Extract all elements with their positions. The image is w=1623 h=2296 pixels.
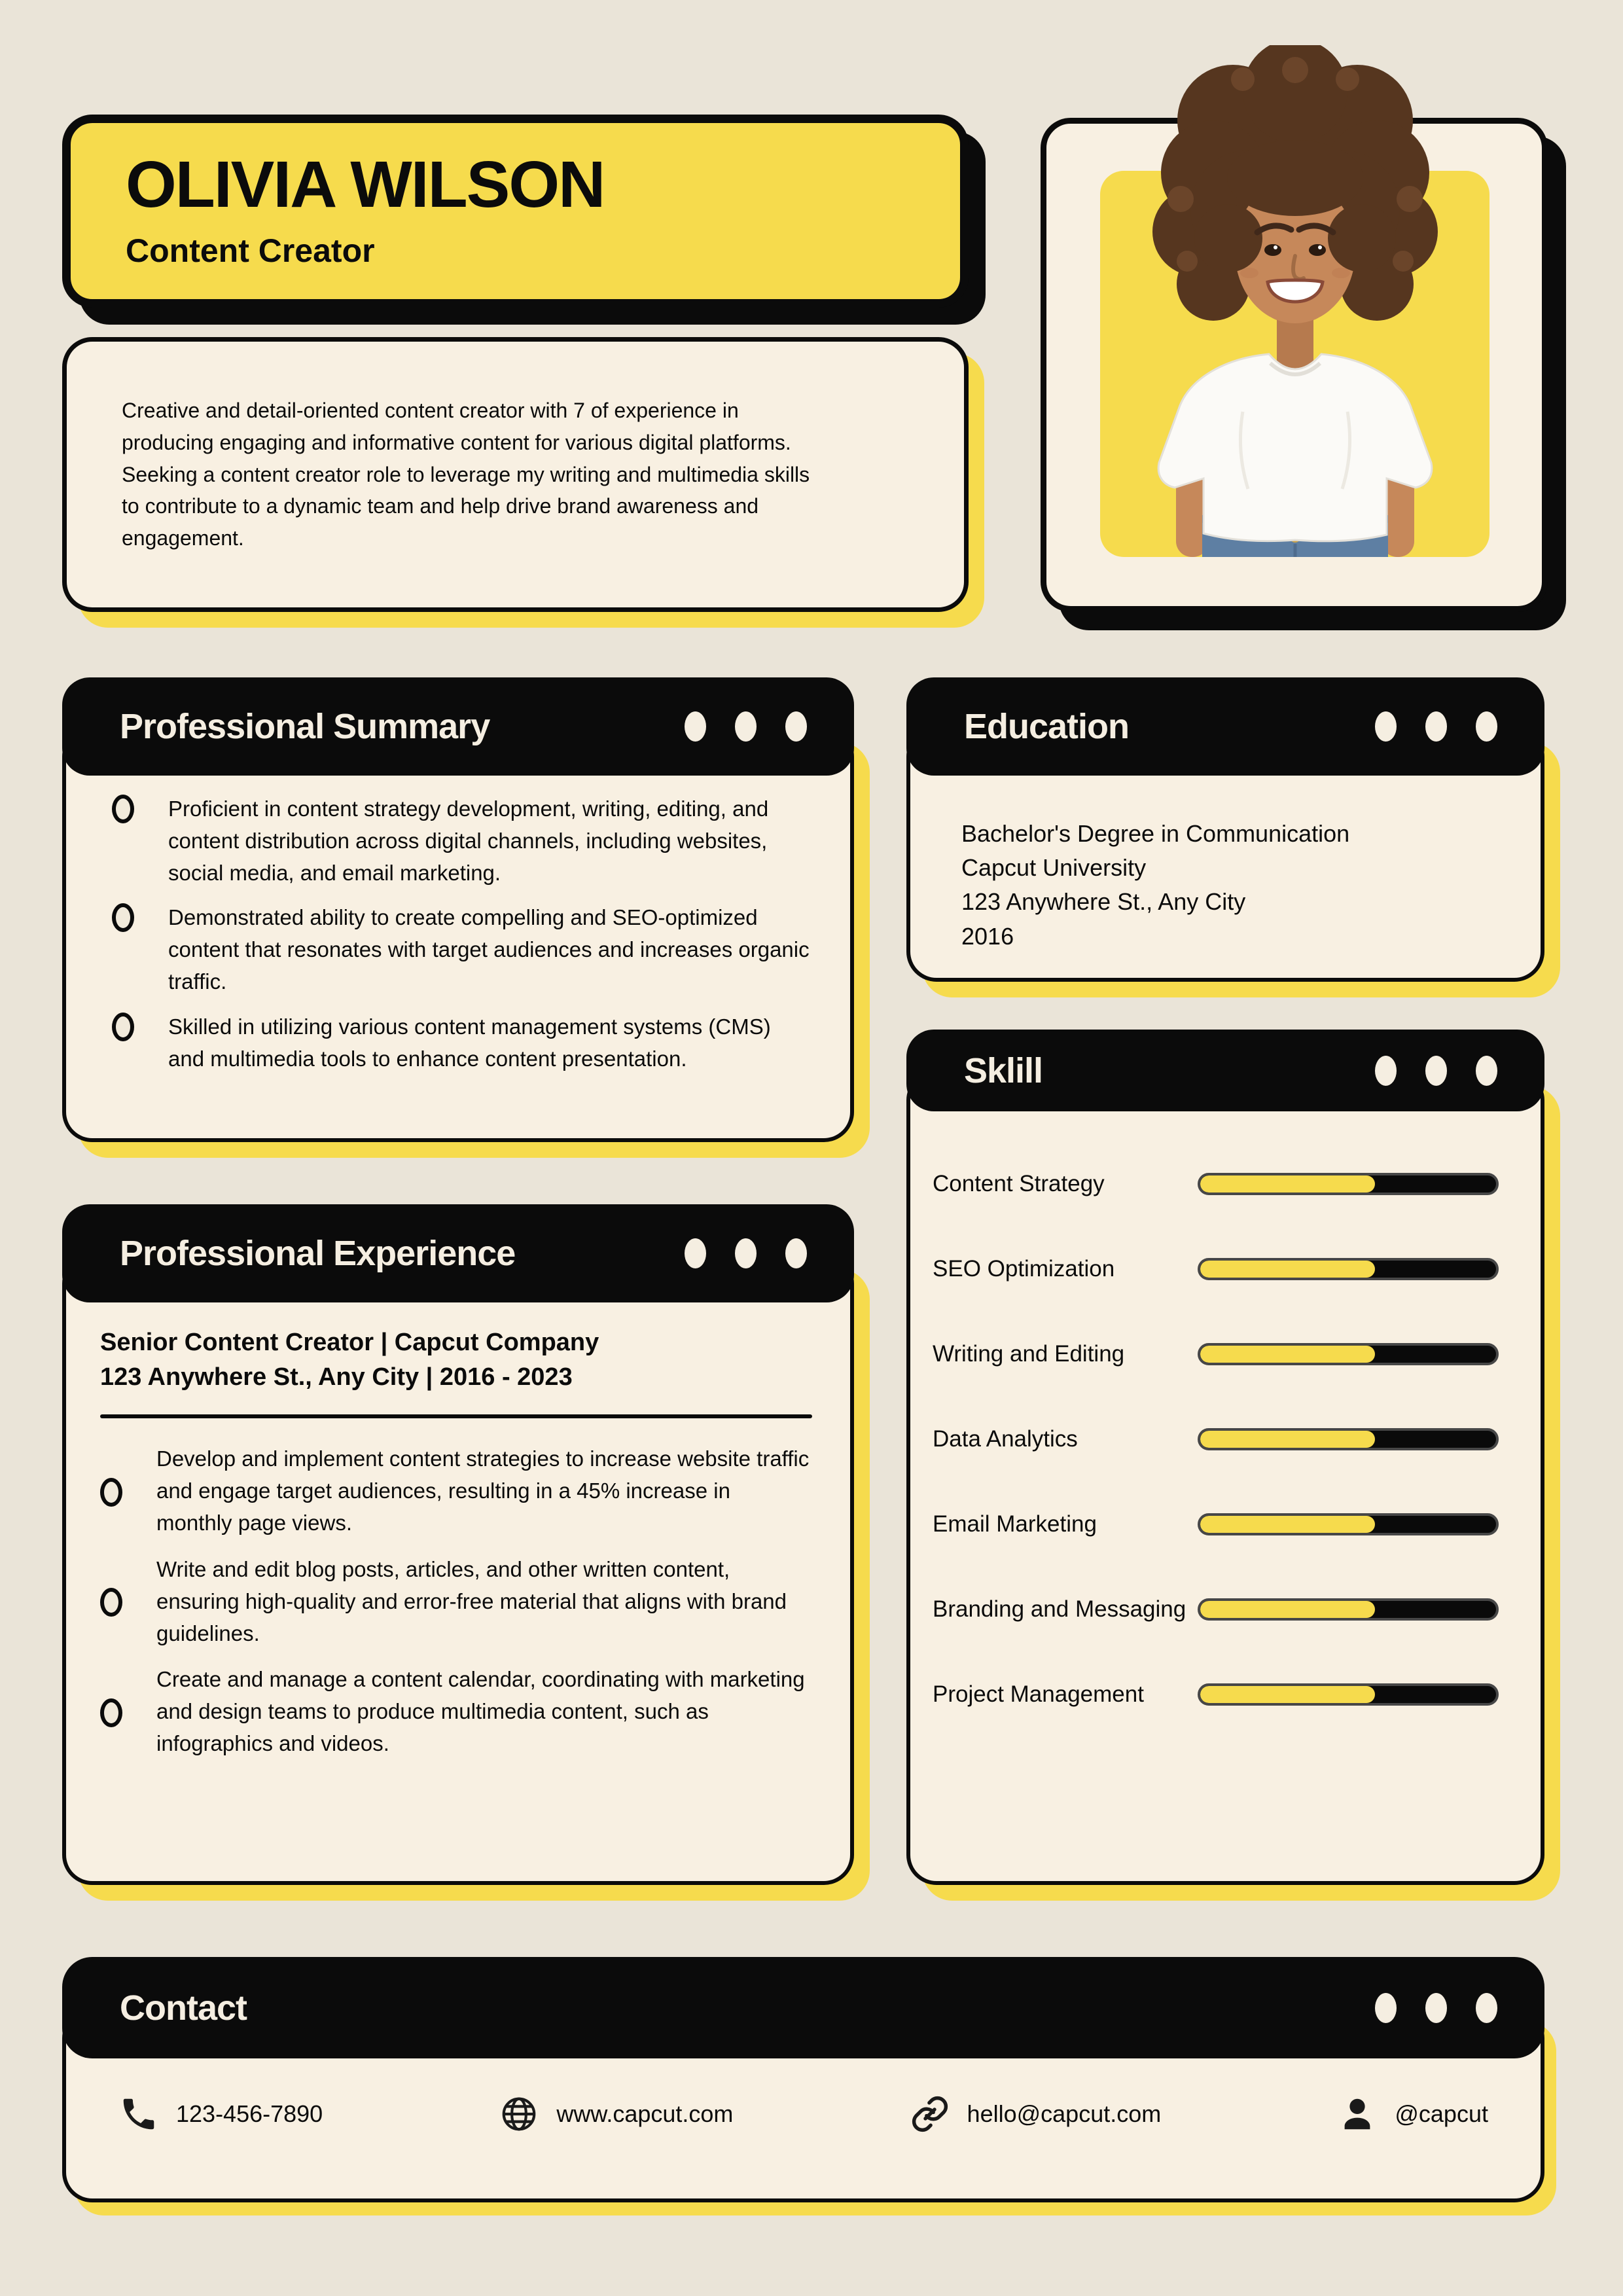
person-role: Content Creator [126,232,375,269]
bullet-text: Write and edit blog posts, articles, and other written content, ensuring high-quality and error-free material that aligns with brand guidelines. [156,1556,787,1645]
skill-label: Project Management [933,1681,1144,1707]
link-icon [910,2094,950,2134]
circle-bullet-icon [100,1698,122,1727]
window-dot-icon [685,1238,706,1268]
section-title: Contact [120,1988,247,2028]
skill-label: Writing and Editing [933,1341,1125,1367]
section-body [62,726,854,1142]
skill-bar [1198,1343,1499,1365]
section-header [906,1030,1544,1111]
skill-row [910,1141,1541,1227]
section-body [906,1070,1544,1885]
window-dot-icon [685,711,706,742]
skill-row [910,1397,1541,1482]
summary-bullet [112,1011,811,1075]
skill-bar-fill [1200,1261,1375,1278]
skill-bar [1198,1173,1499,1195]
window-dot-icon [1476,711,1497,742]
window-dot-icon [1425,711,1447,742]
contact-label: @capcut [1395,2100,1488,2127]
skill-row [910,1652,1541,1737]
window-dot-icon [1375,1056,1397,1086]
window-dot-icon [735,1238,757,1268]
experience-bullet [100,1443,812,1539]
section-title: Sklill [964,1050,1043,1090]
bullet-text: Create and manage a content calendar, coordinating with marketing and design teams to produce multimedia content, such as infographics and videos. [156,1667,805,1755]
skill-bar-fill [1200,1431,1375,1448]
window-dot-icon [1375,711,1397,742]
professional-experience-section [62,1204,854,1885]
education-degree: Bachelor's Degree in Communication [961,820,1350,847]
circle-bullet-icon [100,1588,122,1617]
professional-summary-section [62,677,854,1142]
name-card [62,115,969,308]
section-title: Education [964,707,1130,746]
skill-row [910,1227,1541,1312]
experience-role: Senior Content Creator | Capcut Company [100,1329,599,1356]
experience-meta: 123 Anywhere St., Any City | 2016 - 2023 [100,1363,573,1391]
circle-bullet-icon [112,1013,134,1041]
skill-row [910,1482,1541,1567]
contact-label: 123-456-7890 [176,2100,323,2127]
experience-bullet [100,1554,812,1649]
education-section [906,677,1544,982]
photo-card [1041,118,1548,612]
window-dots [1375,1056,1497,1086]
section-header [62,1957,1544,2058]
section-header [62,1204,854,1302]
window-dot-icon [1476,1056,1497,1086]
skill-bar-fill [1200,1516,1375,1533]
user-icon [1337,2094,1378,2134]
window-dots [685,711,807,742]
section-title: Professional Summary [120,707,490,746]
portrait-illustration [1079,45,1511,557]
skill-bar [1198,1598,1499,1621]
skill-label: Data Analytics [933,1426,1078,1452]
section-body [62,1253,854,1885]
summary-bullet [112,902,811,997]
profile-text: Creative and detail-oriented content creator with 7 of experience in producing engaging and informative content for various digital platforms. Seeking a content creator role to leverage my writing and multimedia skills to contribute to a dynamic team and help drive brand awareness and engagement. [122,399,810,550]
divider [100,1414,812,1418]
contact-section [62,1957,1544,2202]
skill-bar [1198,1683,1499,1706]
bullet-text: Proficient in content strategy development, writing, editing, and content distribution across digital channels, including websites, social media, and email marketing. [168,797,769,885]
contact-label: www.capcut.com [556,2100,734,2127]
skill-label: Email Marketing [933,1511,1097,1537]
skill-label: SEO Optimization [933,1256,1115,1282]
skills-section [906,1030,1544,1885]
contact-item-phone [118,2094,323,2134]
skill-label: Branding and Messaging [933,1596,1186,1622]
skill-bar-fill [1200,1601,1375,1618]
skill-bar-fill [1200,1346,1375,1363]
window-dot-icon [785,1238,807,1268]
phone-icon [118,2094,159,2134]
window-dot-icon [1476,1993,1497,2023]
section-header [62,677,854,776]
skill-bar-fill [1200,1686,1375,1703]
window-dot-icon [1375,1993,1397,2023]
education-address: 123 Anywhere St., Any City [961,888,1246,916]
experience-bullet [100,1664,812,1759]
skill-row [910,1567,1541,1652]
contact-item-email [910,2094,1162,2134]
education-school: Capcut University [961,854,1147,882]
window-dot-icon [785,711,807,742]
contact-row [66,2077,1541,2134]
circle-bullet-icon [112,795,134,823]
skill-row [910,1312,1541,1397]
profile-card [62,337,969,612]
skill-bar [1198,1428,1499,1450]
bullet-text: Develop and implement content strategies to increase website traffic and engage target audiences, resulting in a 45% increase in monthly page views. [156,1446,810,1535]
section-title: Professional Experience [120,1234,516,1273]
window-dot-icon [1425,1993,1447,2023]
skill-bar-fill [1200,1175,1375,1193]
window-dots [1375,711,1497,742]
summary-bullet [112,793,811,889]
window-dots [1375,1993,1497,2023]
circle-bullet-icon [112,903,134,932]
education-year: 2016 [961,922,1014,950]
section-header [906,677,1544,776]
person-name: OLIVIA WILSON [126,148,605,221]
window-dots [685,1238,807,1268]
circle-bullet-icon [100,1478,122,1507]
window-dot-icon [1425,1056,1447,1086]
globe-icon [499,2094,539,2134]
contact-item-handle [1337,2094,1488,2134]
contact-item-website [499,2094,733,2134]
bullet-text: Skilled in utilizing various content management systems (CMS) and multimedia tools to enhance content presentation. [168,1014,771,1071]
window-dot-icon [735,711,757,742]
contact-label: hello@capcut.com [967,2100,1162,2127]
skill-bar [1198,1258,1499,1280]
skill-label: Content Strategy [933,1171,1105,1196]
skill-bar [1198,1513,1499,1535]
bullet-text: Demonstrated ability to create compelling and SEO-optimized content that resonates with target audiences and increases organic traffic. [168,905,810,994]
